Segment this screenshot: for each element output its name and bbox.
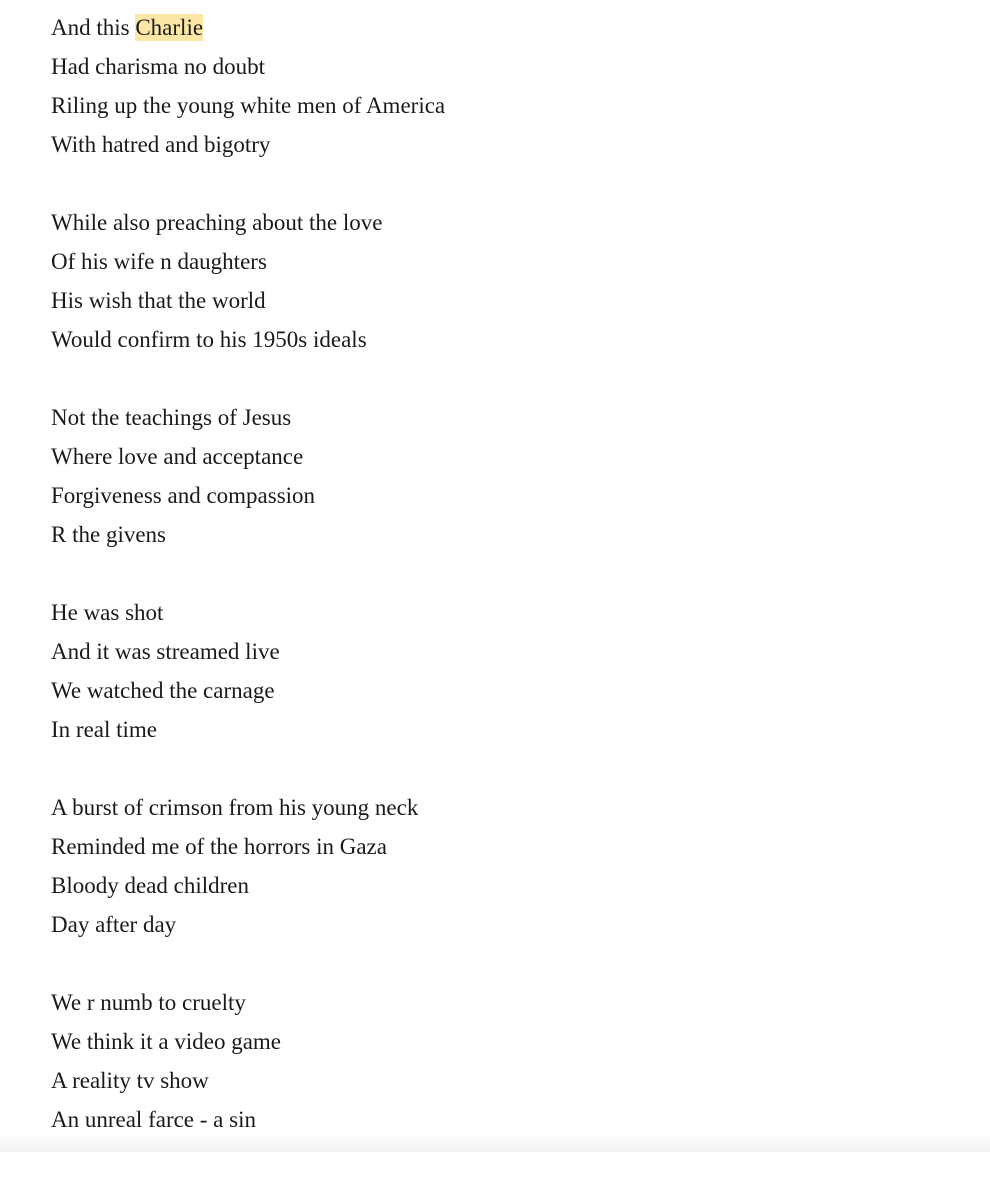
poem-line: Would confirm to his 1950s ideals bbox=[51, 327, 367, 352]
poem-line: And it was streamed live bbox=[51, 639, 280, 664]
poem-line: We r numb to cruelty bbox=[51, 990, 246, 1015]
poem-line: We think it a video game bbox=[51, 1029, 281, 1054]
bottom-fade bbox=[0, 1134, 990, 1152]
poem-line: In real time bbox=[51, 717, 158, 742]
poem-line: A reality tv show bbox=[51, 1068, 209, 1093]
stanza bbox=[51, 8, 445, 164]
stanza bbox=[51, 983, 445, 1139]
poem-line bbox=[51, 8, 445, 47]
stanza bbox=[51, 398, 445, 554]
poem-line: Riling up the young white men of America bbox=[51, 93, 446, 118]
poem-line: Reminded me of the horrors in Gaza bbox=[51, 834, 387, 859]
stanza bbox=[51, 593, 445, 749]
poem-line: An unreal farce - a sin bbox=[51, 1107, 256, 1132]
poem-body bbox=[51, 8, 445, 1178]
poem-line: Day after day bbox=[51, 912, 177, 937]
highlighted-word[interactable]: Charlie bbox=[135, 15, 204, 40]
poem-line: Not the teachings of Jesus bbox=[51, 405, 292, 430]
poem-line: We watched the carnage bbox=[51, 678, 275, 703]
poem-line: R the givens bbox=[51, 522, 166, 547]
poem-line: His wish that the world bbox=[51, 288, 266, 313]
poem-line: Forgiveness and compassion bbox=[51, 483, 316, 508]
poem-line: Where love and acceptance bbox=[51, 444, 304, 469]
poem-line: Of his wife n daughters bbox=[51, 249, 267, 274]
poem-line: While also preaching about the love bbox=[51, 210, 383, 235]
poem-line: With hatred and bigotry bbox=[51, 132, 271, 157]
line-prefix: And this bbox=[51, 15, 136, 40]
stanza bbox=[51, 788, 445, 944]
poem-line: Bloody dead children bbox=[51, 873, 250, 898]
poem-line: He was shot bbox=[51, 600, 164, 625]
poem-line: Had charisma no doubt bbox=[51, 54, 265, 79]
poem-line: A burst of crimson from his young neck bbox=[51, 795, 419, 820]
stanza bbox=[51, 203, 445, 359]
